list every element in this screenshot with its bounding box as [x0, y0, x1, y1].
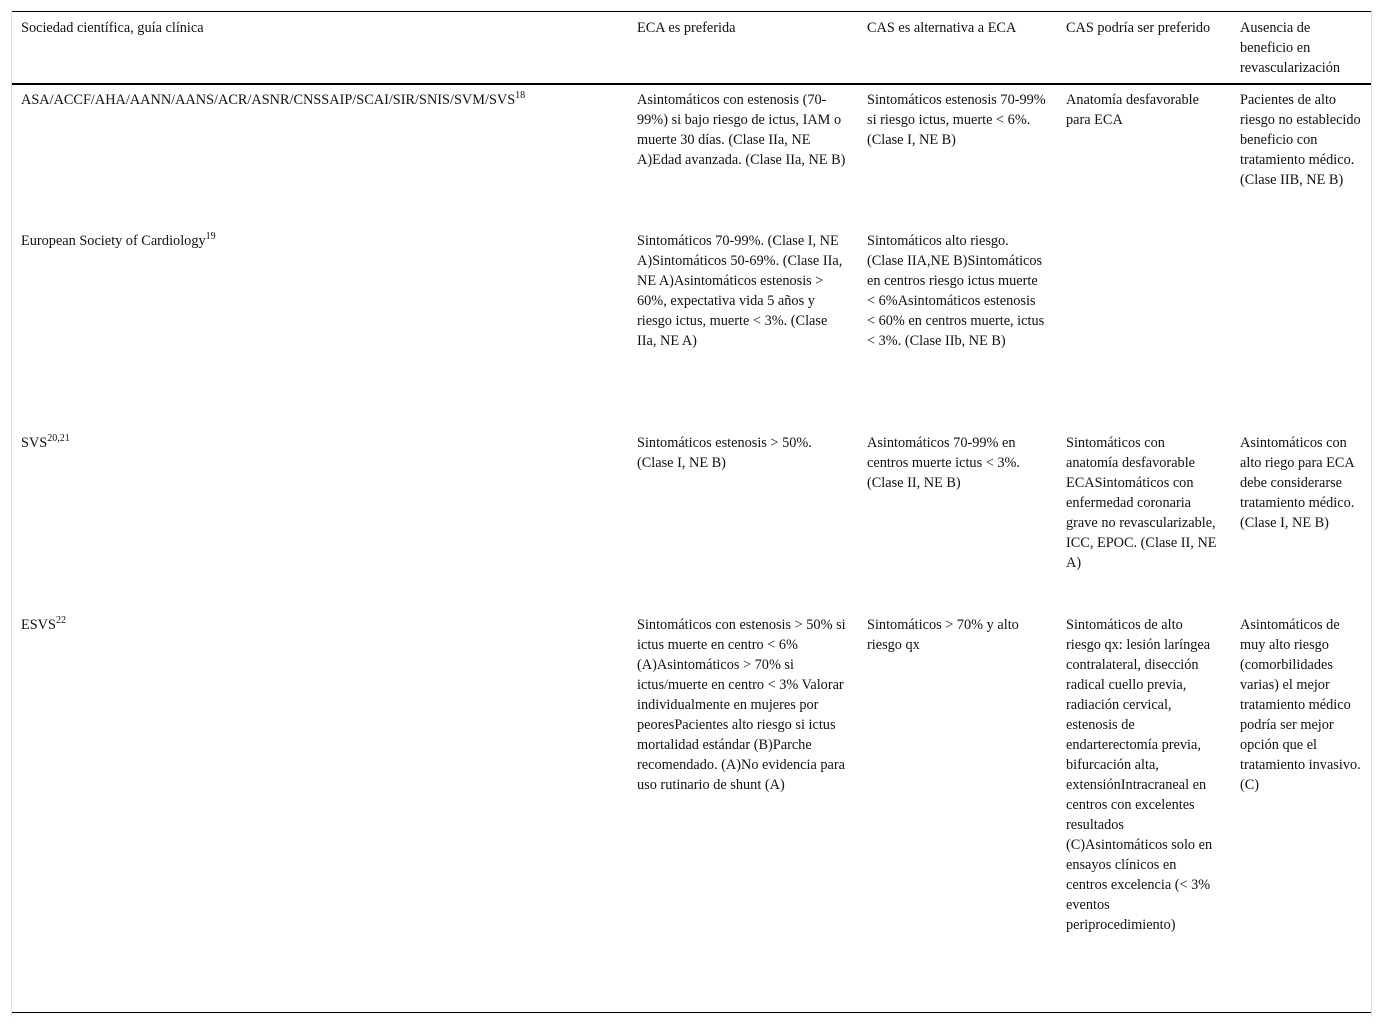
header-row	[11, 12, 1371, 85]
society-name: SVS	[21, 435, 48, 451]
society-name: European Society of Cardiology	[21, 233, 206, 249]
cell-society	[11, 84, 627, 226]
cell-cas-alternative: Sintomáticos estenosis 70-99% si riesgo ictus, muerte < 6%. (Clase I, NE B)	[867, 92, 1046, 148]
header-eca-preferred: ECA es preferida	[637, 20, 736, 36]
table-header	[11, 12, 1371, 85]
cell-eca-preferred: Sintomáticos 70-99%. (Clase I, NE A)Sintomáticos 50-69%. (Clase IIa, NE A)Asintomáticos estenosis > 60%, expectativa vida 5 años y riesgo ictus, muerte < 3%. (Clase IIa, NE A)	[637, 233, 843, 349]
cell-cas-preferred	[1056, 226, 1230, 428]
table-row	[11, 610, 1371, 1012]
cell-cas-preferred: Anatomía desfavorable para ECA	[1066, 92, 1199, 128]
cell-cas-alternative: Sintomáticos alto riesgo. (Clase IIA,NE B)Sintomáticos en centros riesgo ictus muerte < 6%Asintomáticos estenosis < 60% en centros muerte, ictus < 3%. (Clase IIb, NE B)	[867, 233, 1045, 349]
cell-eca-preferred: Sintomáticos estenosis > 50%. (Clase I, NE B)	[637, 435, 812, 471]
reference-number: 22	[55, 615, 66, 627]
cell-no-benefit: Pacientes de alto riesgo no establecido beneficio con tratamiento médico. (Clase IIB, NE B)	[1240, 92, 1361, 188]
guidelines-table-container	[11, 11, 1371, 1019]
cell-society	[11, 610, 627, 1012]
header-no-benefit: Ausencia de beneficio en revascularización	[1240, 20, 1341, 76]
cell-cas-preferred: Sintomáticos con anatomía desfavorable ECASintomáticos con enfermedad coronaria grave no revascularizable, ICC, EPOC. (Clase II, NE A)	[1066, 435, 1217, 571]
reference-number: 20,21	[47, 433, 70, 445]
header-society: Sociedad científica, guía clínica	[21, 20, 204, 36]
header-cas-alternative: CAS es alternativa a ECA	[867, 20, 1017, 36]
cell-no-benefit: Asintomáticos de muy alto riesgo (comorbilidades varias) el mejor tratamiento médico podría ser mejor opción que el tratamiento invasivo. (C)	[1240, 617, 1361, 793]
reference-number: 19	[205, 231, 216, 243]
reference-number: 18	[515, 90, 526, 102]
cell-cas-preferred: Sintomáticos de alto riesgo qx: lesión laríngea contralateral, disección radical cuello previa, radiación cervical, estenosis de endarterectomía previa, bifurcación alta, extensiónIntracraneal en centros con excelentes resultados (C)Asintomáticos solo en ensayos clínicos en centros excelencia (< 3% eventos periprocedimiento)	[1066, 617, 1213, 933]
cell-eca-preferred: Sintomáticos con estenosis > 50% si ictus muerte en centro < 6% (A)Asintomáticos > 70% si ictus/muerte en centro < 3% Valorar individualmente en mujeres por peoresPacientes alto riesgo si ictus mortalidad estándar (B)Parche recomendado. (A)No evidencia para uso rutinario de shunt (A)	[637, 617, 846, 793]
cell-society	[11, 226, 627, 428]
table-row	[11, 226, 1371, 428]
table-row	[11, 84, 1371, 226]
header-cas-preferred: CAS podría ser preferido	[1066, 20, 1211, 36]
cell-no-benefit	[1230, 226, 1371, 428]
table-body	[11, 84, 1371, 1012]
table-row	[11, 428, 1371, 610]
society-name: ASA/ACCF/AHA/AANN/AANS/ACR/ASNR/CNSSAIP/SCAI/SIR/SNIS/SVM/SVS	[21, 92, 516, 108]
cell-no-benefit: Asintomáticos con alto riego para ECA debe considerarse tratamiento médico. (Clase I, NE B)	[1240, 435, 1355, 531]
cell-society	[11, 428, 627, 610]
cell-cas-alternative: Sintomáticos > 70% y alto riesgo qx	[867, 617, 1019, 653]
cell-eca-preferred: Asintomáticos con estenosis (70-99%) si bajo riesgo de ictus, IAM o muerte 30 días. (Clase IIa, NE A)Edad avanzada. (Clase IIa, NE B)	[637, 92, 846, 168]
society-name: ESVS	[21, 617, 56, 633]
guidelines-table	[11, 11, 1371, 1013]
cell-cas-alternative: Asintomáticos 70-99% en centros muerte ictus < 3%. (Clase II, NE B)	[867, 435, 1020, 491]
